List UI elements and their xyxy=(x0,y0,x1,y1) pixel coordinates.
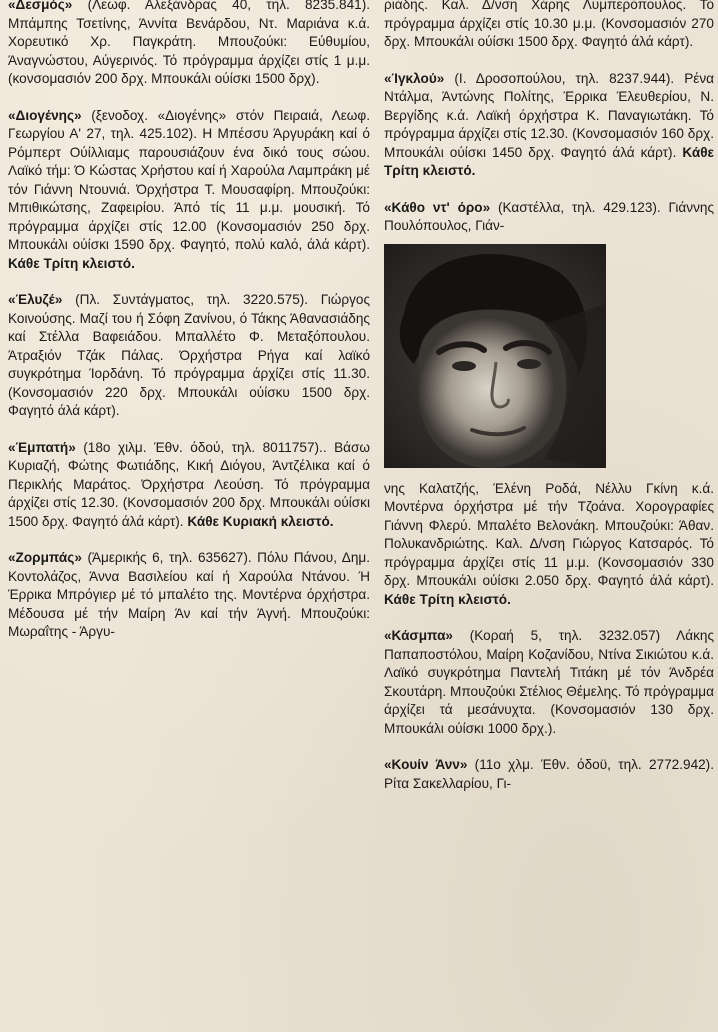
venue-details: (18ο χιλμ. Έθν. όδού, τηλ. 8011757).. Βάσω Κυριαζή, Φώτης Φωτιάδης, Κική Διόγου, Άντζέλικα καί ό Περικλής Μαράτος. Όρχήστρα Λεούση. Τό πρόγραμμα άρχίζει στίς 12.30. (Κονσομασιόν 200 δρχ. Μπουκάλι ούίσκι 1500 δρχ. Φαγητό άλά κάρτ). xyxy=(8,439,370,529)
venue-details: (Κοραή 5, τηλ. 3232.057) Λάκης Παπαποστόλου, Μαίρη Κοζανίδου, Ντίνα Σικιώτου κ.ά. Λαϊκό συγκρότημα Παντελή Τιτάκη μέ τόν Άνδρέα Σκουτάρη. Μπουζούκι Στέλιος Θέμελης. Τό πρόγραμμα άρχίζει τά μεσάνυχτα. (Κονσομασιόν 130 δρχ. Μπουκάλι ούίσκι 1000 δρχ.). xyxy=(384,628,714,736)
venue-name: «Κουίν Άνν» xyxy=(384,757,468,772)
venue-details: νης Καλατζής, Έλένη Ροδά, Νέλλυ Γκίνη κ.ά. Μοντέρνα όρχήστρα μέ τήν Τζοάνα. Χορογραφίες Γιάννη Φλερύ. Μπαλέτο Βελονάκη. Μπουζούκι: Άθαν. Πολυκανδριώτης. Καλ. Δ/νση Γιώργος Κατσαρός. Τό πρόγραμμα άρχίζει στίς 11 μ.μ. (Κονσομασιόν 330 δρχ. Μπουκάλι ούίσκι 2.050 δρχ. Φαγητό άλά κάρτ). xyxy=(384,480,714,588)
listing-entry xyxy=(384,627,714,738)
venue-details: (11ο χλμ. Έθν. όδοϋ, τηλ. 2772.942). Ρίτα Σακελλαρίου, Γι- xyxy=(384,757,714,791)
closed-note: Κάθε Τρίτη κλειστό. xyxy=(8,255,135,271)
listing-entry xyxy=(8,0,370,89)
closed-note: Κάθε Τρίτη κλειστό. xyxy=(384,591,511,607)
portrait-image xyxy=(384,244,606,468)
closed-note: Κάθε Κυριακή κλειστό. xyxy=(187,513,334,529)
listing-entry xyxy=(384,70,714,181)
venue-name: «Διογένης» xyxy=(8,107,82,123)
listing-entry xyxy=(384,756,714,793)
venue-name: «Κάθο ντ' όρο» xyxy=(384,199,491,215)
venue-name: «Ζορμπάς» xyxy=(8,550,82,565)
listing-entry xyxy=(8,291,370,421)
listing-entry xyxy=(384,199,714,236)
venue-name: «Έμπατή» xyxy=(8,439,76,455)
venue-name: «Δεσμός» xyxy=(8,0,73,12)
venue-details: (Πλ. Συντάγματος, τηλ. 3220.575). Γιώργος Κοινούσης. Μαζί του ή Σόφη Ζανίνου, ό Τάκης Άθανασιάδης καί Στέλλα Βαφειάδου. Μπαλλέτο Φ. Μεταξόπουλου. Άτραξιόν Τζάκ Πάλας. Όρχήστρα Ρήγα καί λαϊκό συγκρότημα Ίορδάνη. Τό πρόγραμμα άρχίζει στίς 11.30. (Κονσομασιόν 220 δρχ. Μπουκάλι ούίσκυ 1500 δρχ. Φαγητό άλά κάρτ). xyxy=(8,292,370,418)
venue-details: (ξενοδοχ. «Διογένης» στόν Πειραιά, Λεωφ. Γεωργίου Α' 27, τηλ. 425.102). Η Μπέσσυ Άργυράκη καί ό Ρόμπερτ Ούίλλιαμς παρουσιάζουν ένα δικό τους σώου. Λαϊκό τήμ: Ό Κώστας Χρήστου καί ή Χαρούλα Λαμπράκη μέ τόν Γιάννη Ντουνιά. Όρχήστρα Τ. Μουσαφίρη. Μπουζούκι: Μπιθικώτσης, Ζαφειρίου. Άπό τίς 11 μ.μ. μουσική. Τό πρόγραμμα άρχίζει στίς 12.00 (Κονσομασιόν 250 δρχ. Μπουκάλι ούίσκι 1590 δρχ. Φαγητό, πολύ καλό, άλά κάρτ). xyxy=(8,107,370,252)
listing-entry xyxy=(8,549,370,642)
closed-note: Κάθε Τρίτη κλειστό. xyxy=(384,144,714,178)
venue-name: «Κάσμπα» xyxy=(384,628,453,643)
right-column xyxy=(384,0,714,1032)
listing-entry xyxy=(384,0,714,52)
left-column xyxy=(8,0,370,1032)
venue-details: (Λεωφ. Αλεξάνδρας 40, τηλ. 8235.841). Μπάμπης Τσετίνης, Άννίτα Βενάρδου, Ντ. Μαριάνα κ.ά. Χορευτικό Χρ. Παγκράτη. Μπουζούκι: Εύθυμίου, Άναγνώστου, Αύγερινός. Τό πρόγραμμα άρχίζει στίς 1 μ.μ. (κονσομασιόν 200 δρχ. Μπουκάλι ούίσκι 1500 δρχ). xyxy=(8,0,370,86)
venue-details: (Καστέλλα, τηλ. 429.123). Γιάννης Πουλόπουλος, Γιάν- xyxy=(384,199,714,233)
venue-name: «Ίγκλού» xyxy=(384,70,445,86)
venue-name: «Έλυζέ» xyxy=(8,292,63,307)
listing-entry xyxy=(8,107,370,274)
venue-details: (Άμερικής 6, τηλ. 635627). Πόλυ Πάνου, Δημ. Κοντολάζος, Άννα Βασιλείου καί ή Χαρούλα Ντάνου. Ή Έρρικα Μπρόγιερ μέ τό μπαλέτο της. Μοντέρνα όρχήστρα. Μέδουσα μέ τήν Μαίρη Άν καί τήν Άγνή. Μπουζούκι: Μωραΐτης - Άργυ- xyxy=(8,550,370,639)
portrait-photo xyxy=(384,244,606,468)
listing-entry xyxy=(384,480,714,610)
listing-entry xyxy=(8,439,370,532)
venue-details: (Ι. Δροσοπούλου, τηλ. 8237.944). Ρένα Ντάλμα, Άντώνης Πολίτης, Έρρικα Έλευθερίου, Ν. Βεργίδης κ.ά. Λαϊκή όρχήστρα Κ. Παναγιωτάκη. Τό πρόγραμμα άρχίζει στίς 12.30. (Κονσομασιόν 160 δρχ. Μπουκάλι ούίσκι 1450 δρχ. Φαγητό άλά κάρτ). xyxy=(384,70,714,160)
venue-details: ριάδης. Καλ. Δ/νση Χάρης Λυμπερόπουλος. Τό πρόγραμμα άρχίζει στίς 10.30 μ.μ. (Κονσομασιόν 270 δρχ. Μπουκάλι ούίσκι 1500 δρχ. Φαγητό άλά κάρτ). xyxy=(384,0,714,49)
